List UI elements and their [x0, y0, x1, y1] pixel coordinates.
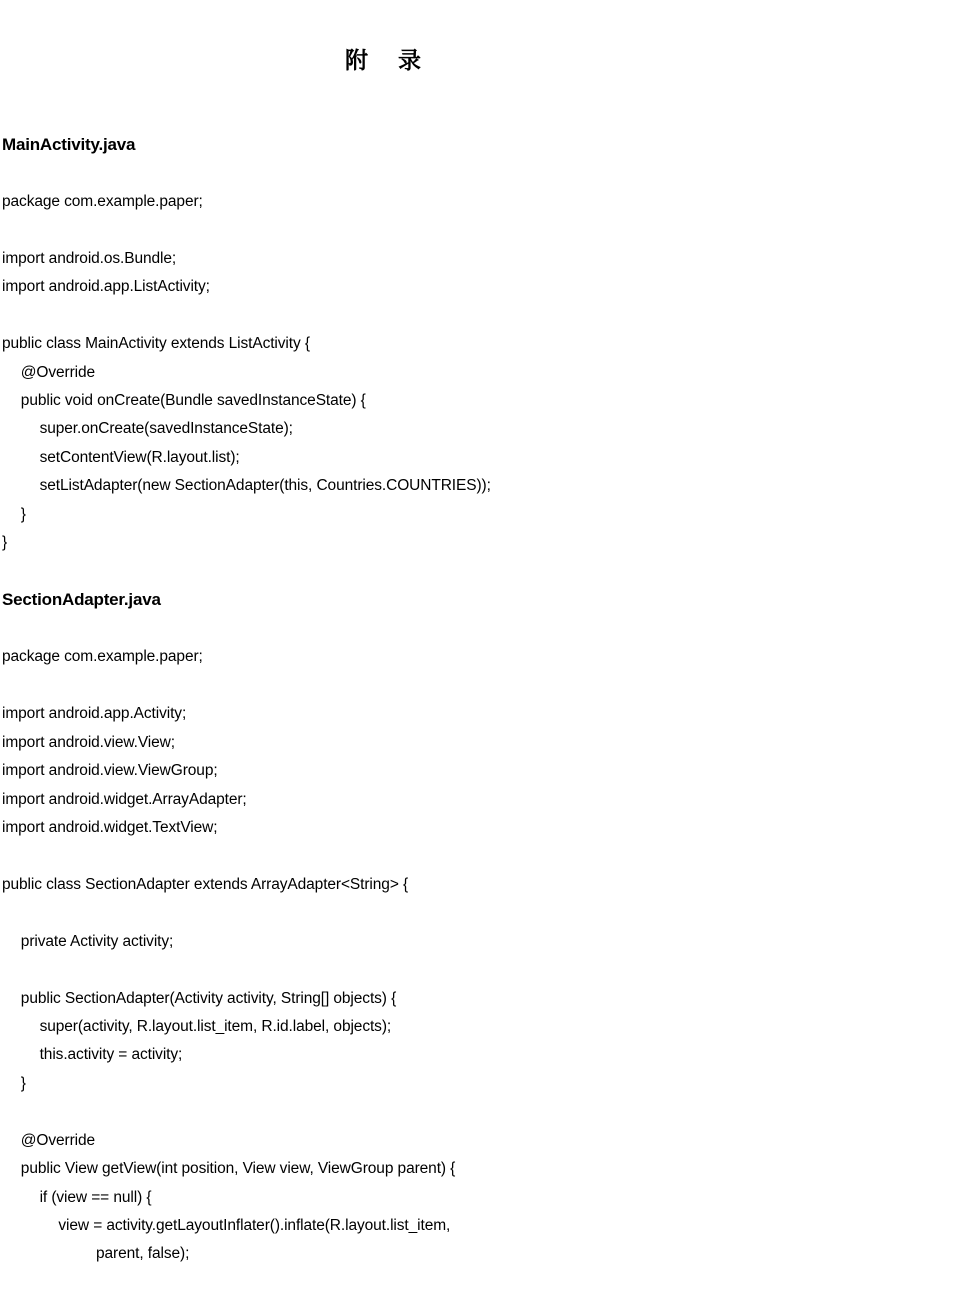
code-line: import android.view.View;	[2, 733, 175, 751]
file-heading: MainActivity.java	[2, 135, 136, 154]
code-line: import android.view.ViewGroup;	[2, 762, 218, 780]
code-line: this.activity = activity;	[39, 1046, 183, 1064]
code-line: import android.app.Activity;	[2, 705, 187, 723]
code-line: @Override	[20, 363, 96, 381]
code-line: public class MainActivity extends ListActivity {	[2, 335, 310, 353]
code-line: if (view == null) {	[39, 1188, 152, 1206]
code-line: public SectionAdapter(Activity activity, String[] objects) {	[20, 989, 397, 1007]
code-sections-container	[2, 102, 960, 1269]
code-line: }	[20, 505, 26, 523]
code-line-blank	[2, 302, 960, 330]
code-line: setContentView(R.layout.list);	[39, 448, 240, 466]
code-line-blank	[2, 216, 960, 244]
code-line: package com.example.paper;	[2, 648, 203, 666]
code-line-blank	[2, 1098, 960, 1126]
code-line: public View getView(int position, View view, ViewGroup parent) {	[20, 1160, 456, 1178]
code-line: import android.app.ListActivity;	[2, 278, 210, 296]
page-title: 附 录	[344, 47, 421, 74]
code-line-blank	[2, 956, 960, 984]
code-line: super.onCreate(savedInstanceState);	[39, 420, 293, 438]
code-line: parent, false);	[96, 1245, 190, 1263]
code-line: @Override	[20, 1131, 96, 1149]
code-line: public class SectionAdapter extends ArrayAdapter<String> {	[2, 875, 409, 893]
code-line: }	[2, 534, 8, 552]
code-line: public void onCreate(Bundle savedInstanceState) {	[20, 391, 366, 409]
code-line-blank	[2, 842, 960, 870]
code-line: package com.example.paper;	[2, 193, 203, 210]
code-line: }	[20, 1074, 26, 1092]
code-block	[2, 188, 960, 557]
file-heading: SectionAdapter.java	[2, 590, 161, 610]
code-block	[2, 643, 960, 1268]
code-line-blank	[2, 899, 960, 927]
code-line: super(activity, R.layout.list_item, R.id.label, objects);	[39, 1017, 392, 1035]
code-line: import android.widget.TextView;	[2, 819, 218, 837]
code-line: view = activity.getLayoutInflater().inflate(R.layout.list_item,	[58, 1216, 451, 1234]
code-line: import android.widget.ArrayAdapter;	[2, 790, 247, 808]
document-page	[0, 46, 960, 1314]
code-line: import android.os.Bundle;	[2, 249, 177, 267]
code-line: private Activity activity;	[20, 932, 174, 950]
code-line-blank	[2, 672, 960, 700]
code-line: setListAdapter(new SectionAdapter(this, Countries.COUNTRIES));	[39, 477, 491, 495]
